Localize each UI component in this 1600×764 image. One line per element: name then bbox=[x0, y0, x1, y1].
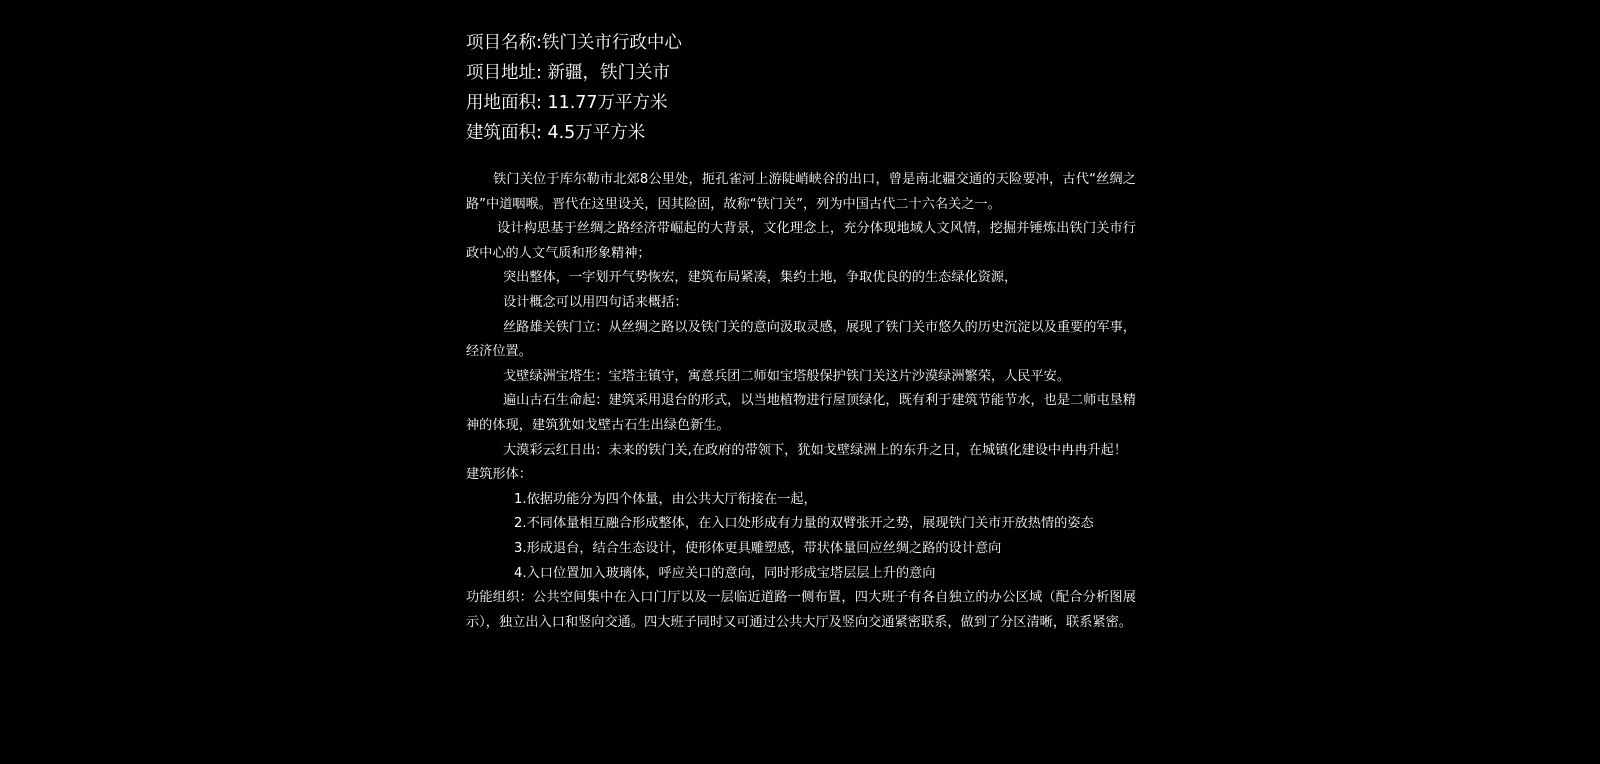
building-area: 建筑面积: 4.5万平方米 bbox=[466, 123, 646, 143]
project-address: 项目地址: 新疆，铁门关市 bbox=[466, 63, 670, 83]
form-list-item: 3.形成退台，结合生态设计，使形体更具雕塑感，带状体量回应丝绸之路的设计意向 bbox=[514, 540, 1002, 556]
concept-paragraph: 遍山古石生命起：建筑采用退台的形式，以当地植物进行屋顶绿化，既有利于建筑节能节水，也是二师屯垦精神的体现，建筑犹如戈壁古石生出绿色新生。 bbox=[466, 393, 1136, 433]
form-list-item: 1.依据功能分为四个体量，由公共大厅衔接在一起， bbox=[514, 491, 817, 507]
intro-paragraph: 铁门关位于库尔勒市北郊8公里处，扼孔雀河上游陡峭峡谷的出口，曾是南北疆交通的天险要冲，古代“丝绸之路”中道咽喉。晋代在这里设关，因其险固，故称“铁门关”，列为中国古代二十六名关之一。 bbox=[466, 172, 1136, 212]
form-list-item: 2.不同体量相互融合形成整体，在入口处形成有力量的双臂张开之势，展现铁门关市开放热情的姿态 bbox=[514, 516, 1094, 532]
function-paragraph: 功能组织：公共空间集中在入口门厅以及一层临近道路一侧布置，四大班子有各自独立的办公区域（配合分析图展示），独立出入口和竖向交通。四大班子同时又可通过公共大厅及竖向交通紧密联系，做到了分区清晰，联系紧密。 bbox=[466, 590, 1136, 630]
project-name: 项目名称:铁门关市行政中心 bbox=[466, 33, 682, 53]
concept-paragraph: 大漠彩云红日出：未来的铁门关,在政府的带领下，犹如戈壁绿洲上的东升之日，在城镇化建设中冉冉升起！ bbox=[503, 442, 1128, 458]
form-list-item: 4.入口位置加入玻璃体，呼应关口的意向，同时形成宝塔层层上升的意向 bbox=[514, 565, 936, 581]
form-heading: 建筑形体： bbox=[466, 467, 532, 483]
highlight-paragraph: 突出整体，一字划开气势恢宏，建筑布局紧凑，集约土地，争取优良的的生态绿化资源， bbox=[503, 270, 1018, 286]
concept-paragraph: 丝路雄关铁门立：从丝绸之路以及铁门关的意向汲取灵感，展现了铁门关市悠久的历史沉淀以及重要的军事，经济位置。 bbox=[466, 319, 1136, 360]
document bbox=[466, 28, 1136, 635]
design-idea-paragraph: 设计构思基于丝绸之路经济带崛起的大背景，文化理念上，充分体现地域人文风情，挖掘并锤炼出铁门关市行政中心的人文气质和形象精神； bbox=[466, 221, 1136, 261]
concept-paragraph: 戈壁绿洲宝塔生：宝塔主镇守，寓意兵团二师如宝塔般保护铁门关这片沙漠绿洲繁荣，人民平安。 bbox=[503, 368, 1071, 384]
concept-intro-paragraph: 设计概念可以用四句话来概括： bbox=[503, 294, 688, 310]
project-info bbox=[466, 28, 1136, 148]
land-area: 用地面积: 11.77万平方米 bbox=[466, 93, 668, 113]
description bbox=[466, 168, 1136, 635]
